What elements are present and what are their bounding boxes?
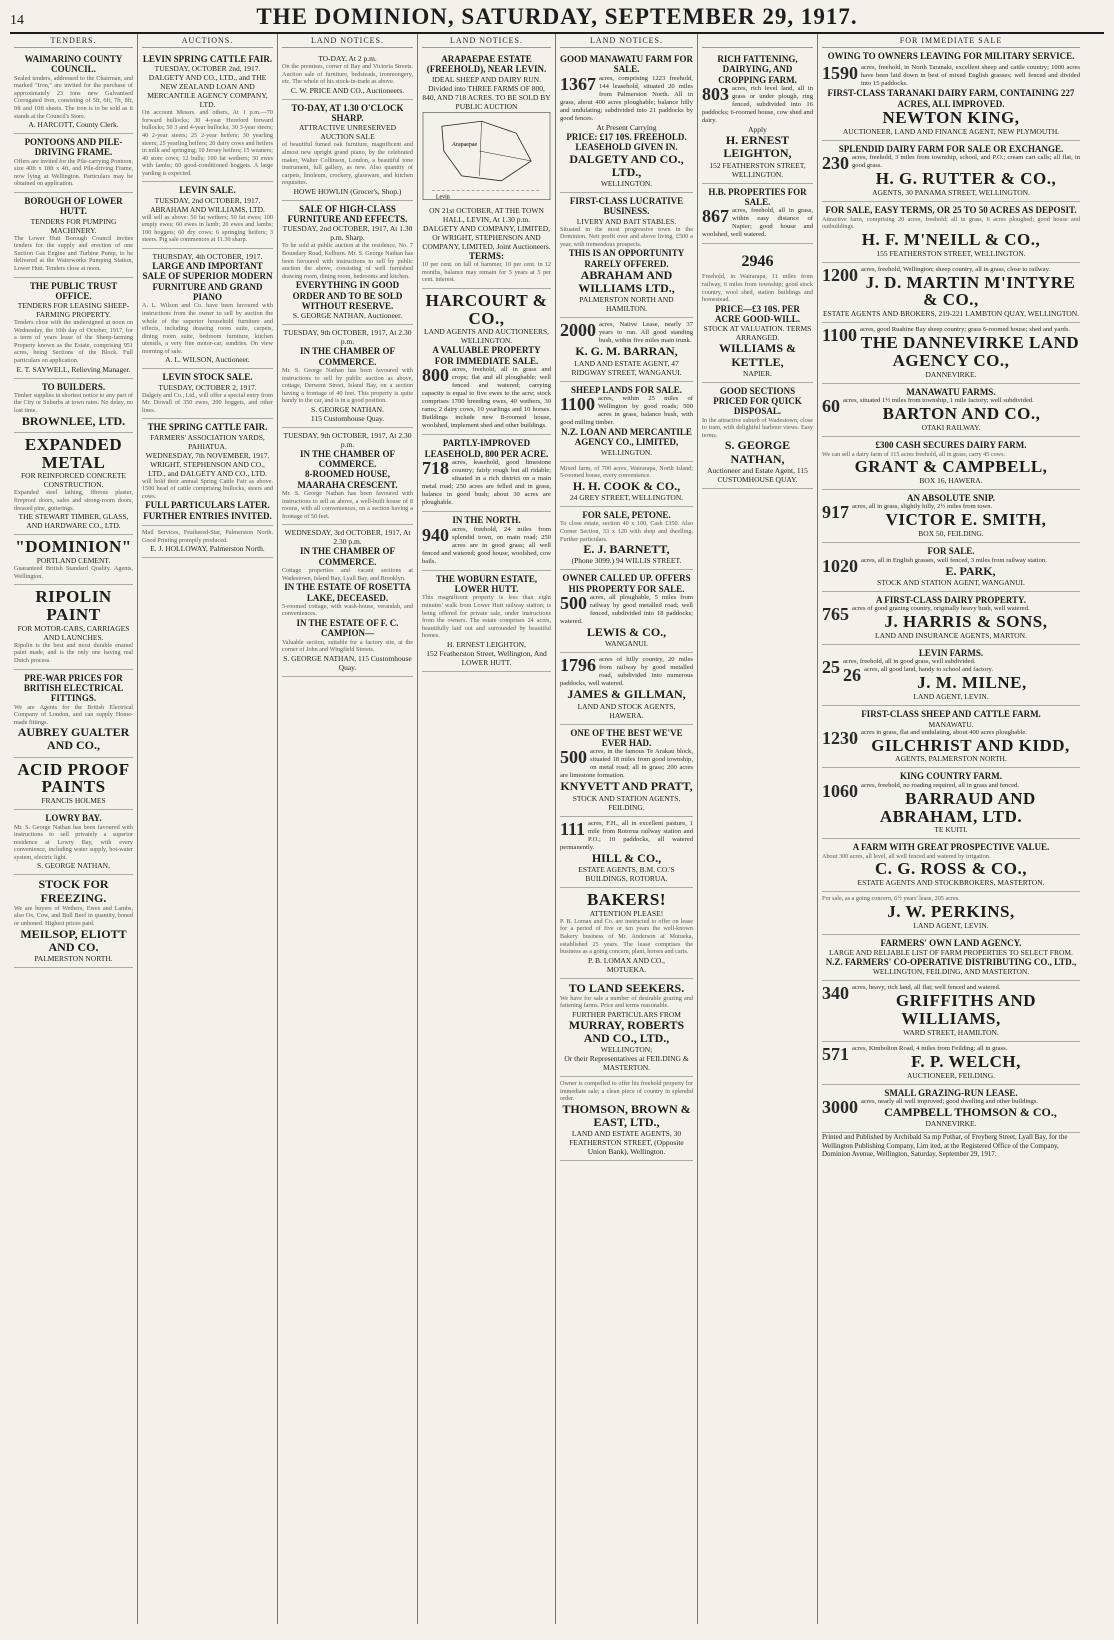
ad-partly-improved: PARTLY-IMPROVED LEASEHOLD, 800 PER ACRE. 718 acres, leasehold, good limestone country; fairly rough but all ridable; situated in a rich district on a main metal road; 250 acres are felled and in grass, balance in good bush; about 30 acres are ploughable. [422,435,551,512]
ad-stock-freezing: STOCK FOR FREEZING. We are buyers of Wethers, Ewes and Lambs, also Ox, Cow, and Bull Beef in quantity, boned or unboned. Highest prices paid. MEILSOP, ELIOTT AND CO. PALMERSTON NORTH. [14,875,133,967]
ad-cook: Mixed farm, of 700 acres, Wairarapa, North Island; 5-roomed house, every convenience. H. H. COOK & CO., 24 GREY STREET, WELLINGTON. [560,462,693,507]
column-heading: LAND NOTICES. [422,36,551,48]
column-heading: TENDERS. [14,36,133,48]
ad-rutter: SPLENDID DAIRY FARM FOR SALE OR EXCHANGE. 230 acres, freehold, 3 miles from township, school, and P.O.; cream cart calls; all flat, in good grass. H. G. RUTTER & CO., AGENTS, 30 PANAMA STREET, WELLINGTON. [822,141,1080,202]
ad-good-sections: GOOD SECTIONS PRICED FOR QUICK DISPOSAL. In the attractive suburb of Wadestown, close to tram, with delightful harbour views. Easy terms. S. GEORGE NATHAN, Auctioneer and Estate Agent, 115 CUSTOMHOUSE QUAY. [702,383,813,489]
column-immediate-sale: FOR IMMEDIATE SALE OWING TO OWNERS LEAVING FOR MILITARY SERVICE. 1590 acres, freehold, in North Taranaki, excellent sheep and cattle country; 1000 acres have been laid down in best of mixed English grasses; well fenced and divided into 15 paddocks. FIRST-CLASS TARANAKI DAIRY FARM, CONTAINING 227 ACRES, ALL IMPROVED. NEWTON KING, AUCTIONEER, LAND AND FINANCE AGENT, NEW PLYMOUTH. SPLENDID DAIRY FARM FOR SALE OR EXCHANGE. 230 acres, freehold, 3 miles from township, school, and P.O.; cream cart calls; all flat, in good grass. H. G. RUTTER & CO., AGENTS, 30 PANAMA STREET, WELLINGTON. FOR SALE, EASY TERMS, OR 25 TO 50 ACRES AS DEPOSIT. Attractive farm, comprising 20 acres, freehold; all in grass, 6 acres ploughed; good house and outbuildings. H. F. M'NEILL & CO., 155 FEATHERSTON STREET, WELLINGTON. 1200 acres, freehold, Wellington; sheep country, all in grass, close to railway. J. D. MARTIN M'INTYRE & CO., ESTATE AGENTS AND BROKERS, 219-221 LAMBTON QUAY, WELLINGTON. 1100 acres, good Ruahine Bay sheep country; grass 6-roomed house; shed and yards. THE DANNEVIRKE LAND AGENCY CO., DANNEVIRKE. MANAWATU FARMS. 60 acres, situated 1½ miles from township, 1 mile factory; well subdivided. BARTON AND CO., OTAKI RAILWAY. £300 CASH SECURES DAIRY FARM. We can sell a dairy farm of 115 acres freehold, all in grass, carry 45 cows. GRANT & CAMPBELL, BOX 16, HAWERA. AN ABSOLUTE SNIP. 917 acres, all in grass, slightly hilly, 2½ miles from town. VICTOR E. SMITH, BOX 50, FEILDING. FOR SALE. 1020 acres, all in English grasses, well fenced, 3 miles from railway station. E. PARK, STOCK AND STATION AGENT, WANGANUI. A FIRST-CLASS DAIRY PROPERTY. 765 acres of good grazing country, originally heavy bush, well watered. J. HARRIS & SONS, LAND AND INSURANCE AGENTS, MARTON. LEVIN FARMS. 25 acres, freehold, all in good grass, well subdivided. 26 acres, all good land, handy to school and factory. J. M. MILNE, LAND AGENT, LEVIN. FIRST-CLASS SHEEP AND CATTLE FARM. MANAWATU. 1230 acres in grass, flat and undulating, about 400 acres ploughable. GILCHRIST AND KIDD, AGENTS, PALMERSTON NORTH. KING COUNTRY FARM. 1060 acres, freehold, no roading required, all in grass and fenced. BARRAUD AND ABRAHAM, LTD. TE KUITI. A FARM WITH GREAT PROSPECTIVE VALUE. About 300 acres, all level, all well fenced and watered by irrigation. C. G. ROSS & CO., ESTATE AGENTS AND STOCKBROKERS, MASTERTON. For sale, as a going concern, 6½ years' lease, 205 acres. J. W. PERKINS, LAND AGENT, LEVIN. FARMERS' OWN LAND AGENCY. LARGE AND RELIABLE LIST OF FARM PROPERTIES TO SELECT FROM. N.Z. FARMERS' CO-OPERATIVE DISTRIBUTING CO., LTD., WELLINGTON, FEILDING, AND MASTERTON. 340 acres, heavy, rich land, all flat; well fenced and watered. GRIFFITHS AND WILLIAMS, WARD STREET, HAMILTON. 571 acres, Kimbolton Road, 4 miles from Feilding; all in grass. F. P. WELCH, AUCTIONEER, FEILDING. SMALL GRAZING-RUN LEASE. 3000 acres, nearly all well improved; good dwelling and other buildings. CAMPBELL THOMSON & CO., DANNEVIRKE. Printed and Published by Archibald Sa mp Pothar, of Freyberg Street, Lyall Bay, for the Wellington Publishing Company, Lim ited, at the Registered Office of the Company, Dominion Avenue, Wellington, Saturday, September 29, 1917. [822,36,1080,1159]
ad-grant-campbell: £300 CASH SECURES DAIRY FARM. We can sell a dairy farm of 115 acres freehold, all in grass, carry 45 cows. GRANT & CAMPBELL, BOX 16, HAWERA. [822,437,1080,490]
map-label: Levin [435,194,450,201]
ad-james-gillman: 1796 acres of hilly country, 20 miles from railway by good metalled road, subdivided into numerous paddocks, well watered. JAMES & GILLMAN, LAND AND STOCK AGENTS, HAWERA. [560,653,693,724]
ad-expanded-metal: EXPANDED METAL FOR REINFORCED CONCRETE CONSTRUCTION. Expanded steel lathing, fibrous plaster, fireproof doors, safes and strong-room doors, dressed pine, gutterings. THE STEWART TIMBER, GLASS, AND HARDWARE CO., LTD. [14,433,133,535]
column-land-notices-1 [278,34,418,1624]
ad-milne: LEVIN FARMS. 25 acres, freehold, all in good grass, well subdivided. 26 acres, all good land, handy to school and factory. J. M. MILNE, LAND AGENT, LEVIN. [822,645,1080,706]
ad-chamber-commerce-1: TUESDAY, 9th OCTOBER, 1917, At 2.30 p.m. IN THE CHAMBER OF COMMERCE. Mr. S. George Nathan has been favoured with instructions to sell by public auction as above, cottage, Derwent Street, Island Bay, on a section having a frontage of 40 feet. This property is quite handy to the car, and is in a good position. S. GEORGE NATHAN. 115 Customhouse Quay. [282,325,413,428]
newspaper-title: THE DOMINION, SATURDAY, SEPTEMBER 29, 1917. [256,4,858,29]
ad-chamber-commerce-2: TUESDAY, 9th OCTOBER, 1917, At 2.30 p.m. IN THE CHAMBER OF COMMERCE. 8-ROOMED HOUSE, MAARAHA CRESCENT. Mr. S. George Nathan has been favoured with instructions to sell as above, a well-built house of 8 rooms, with all conveniences, on a section having a frontage of 50 feet. [282,428,413,526]
ad-spring-cattle-fair: THE SPRING CATTLE FAIR. FARMERS' ASSOCIATION YARDS, PAHIATUA. WEDNESDAY, 7th NOVEMBER, 1917. WRIGHT, STEPHENSON AND CO., LTD., and DALGETY AND CO., LTD. will hold their annual Spring Cattle Fair as above. 1500 head of cattle comprising bullocks, steers and cows. FULL PARTICULARS LATER. FURTHER ENTRIES INVITED. [142,419,273,526]
ad-holloway: Mail Services, Feathered-Star, Palmerston North. Good Printing promptly produced. E. J. HOLLOWAY, Palmerston North. [142,526,273,558]
column-tenders [10,34,138,1624]
column-heading: AUCTIONS. [142,36,273,48]
page-number: 14 [10,13,24,28]
ad-manawatu-farm: GOOD MANAWATU FARM FOR SALE. 1367 acres, comprising 1223 freehold, 144 leasehold, situated 20 miles from Palmerston North. All in grass, about 400 acres ploughable; balance hilly and undulating; subdivided into 21 paddocks by good fences. At Present Carrying PRICE: £17 10S. FREEHOLD. LEASEHOLD GIVEN IN. DALGETY AND CO., LTD., WELLINGTON. [560,51,693,193]
ad-barran: 2000 acres, Native Lease, nearly 37 years to run. All good standing bush, within five miles main trunk. K. G. M. BARRAN, LAND AND ESTATE AGENT, 47 RIDGWAY STREET, WANGANUI. [560,318,693,381]
ad-waimarino: WAIMARINO COUNTY COUNCIL. Sealed tenders, addressed to the Chairman, and marked "Iron," are invited for the purchase of approximately 23 tons new Galvanised Corrugated Iron, consisting of 5ft, 6ft, 7ft, 8ft, 9ft and 10ft sheets. The iron is to be sold as it stands at the Council's Store. A. HARCOTT, County Clerk. [14,51,133,134]
ad-newton-king: 1590 acres, freehold, in North Taranaki, excellent sheep and cattle country; 1000 acres have been laid down in best of mixed English grasses; well fenced and divided into 15 paddocks. FIRST-CLASS TARANAKI DAIRY FARM, CONTAINING 227 ACRES, ALL IMPROVED. NEWTON KING, AUCTIONEER, LAND AND FINANCE AGENT, NEW PLYMOUTH. [822,61,1080,141]
ad-gilchrist-kidd: FIRST-CLASS SHEEP AND CATTLE FARM. MANAWATU. 1230 acres in grass, flat and undulating, about 400 acres ploughable. GILCHRIST AND KIDD, AGENTS, PALMERSTON NORTH. [822,706,1080,768]
ad-dannevirke-land: 1100 acres, good Ruahine Bay sheep country; grass 6-roomed house; shed and yards. THE DANNEVIRKE LAND AGENCY CO., DANNEVIRKE. [822,323,1080,384]
ad-livery-stables: FIRST-CLASS LUCRATIVE BUSINESS. LIVERY AND BAIT STABLES. Situated in the most progressive town in the Dominion. Nett profit over and above living, £500 a year, with tremendous prospects. THIS IS AN OPPORTUNITY RARELY OFFERED. ABRAHAM AND WILLIAMS LTD., PALMERSTON NORTH AND HAMILTON. [560,193,693,318]
column-heading: FOR IMMEDIATE SALE [822,36,1080,48]
ad-dominion-cement: "DOMINION" PORTLAND CEMENT. Guaranteed British Standard Quality. Agents, Wellington. [14,535,133,585]
ad-griffiths: 340 acres, heavy, rich land, all flat; well fenced and watered. GRIFFITHS AND WILLIAMS, WARD STREET, HAMILTON. [822,981,1080,1042]
ad-builders: TO BUILDERS. Timber supplies in shortest notice to any part of the City or Suburbs at town rates. No delay, no lost time. BROWNLEE, LTD. [14,379,133,433]
map-label: Arapaepae [451,141,478,148]
ad-in-the-north: IN THE NORTH. 940 acres, freehold, 24 miles from splendid town, on main road; 250 acres are in good grass; all well fenced and watered; good house, woolshed, cow bails. [422,512,551,571]
ad-williams-kettle: 2946 Freehold, in Wairarapa, 11 miles from railway, 6 miles from township; good stock country, wool shed, station buildings and homestead. PRICE—£3 10S. PER ACRE GOOD-WILL. STOCK AT VALUATION. TERMS ARRANGED. WILLIAMS & KETTLE, NAPIER. [702,244,813,382]
ad-lower-hutt: BOROUGH OF LOWER HUTT. TENDERS FOR PUMPING MACHINERY. The Lower Hutt Borough Council invites tenders for the supply and erection of one Suction Gas Engine and Turbine Pump, to be delivered at the Waterworks Pumping Station, Lower Hutt. Tenders close at noon. [14,193,133,278]
ad-barton: MANAWATU FARMS. 60 acres, situated 1½ miles from township, 1 mile factory; well subdivided. BARTON AND CO., OTAKI RAILWAY. [822,384,1080,437]
estate-map [422,111,551,201]
ad-chamber-commerce-3: WEDNESDAY, 3rd OCTOBER, 1917, At 2.30 p.m. IN THE CHAMBER OF COMMERCE. Cottage properties and vacant sections at Wadestown, Island Bay, Lyall Bay, and Brooklyn. IN THE ESTATE OF ROSETTA LAKE, DECEASED. 5-roomed cottage, with wash-house, verandah, and conveniences. IN THE ESTATE OF F. C. CAMPION— Valuable section, suitable for a factory site, at the corner of John and Wingfield Streets. S. GEORGE NATHAN, 115 Customhouse Quay. [282,525,413,676]
ad-levin-cattle-fair: LEVIN SPRING CATTLE FAIR. TUESDAY, OCTOBER 2nd, 1917. DALGETY AND CO., LTD., and THE NEW ZEALAND LOAN AND MERCANTILE AGENCY COMPANY, LTD. On account Messrs. and others, At 1 p.m.—70 forward bullocks; 30 4-year Hereford forward bullocks; 50 3 and 4-year bullocks; 30 3-year steers; 40 2-year steers; 25 2-year heifers; 30 yearling steers; 25 yearling heifers; 20 dairy cows and heifers in milk and springing; 10 Jersey heifers; 15 weaners; 40 store cows; 12 bulls; 100 fat wethers; 30 ewes with lambs; 60 good-conditioned hoggets. A large yarding is expected. [142,51,273,182]
ad-mneill: FOR SALE, EASY TERMS, OR 25 TO 50 ACRES AS DEPOSIT. Attractive farm, comprising 20 acres, freehold; all in grass, 6 acres ploughed; good house and outbuildings. H. F. M'NEILL & CO., 155 FEATHERSTON STREET, WELLINGTON. [822,202,1080,262]
ad-electrical: PRE-WAR PRICES FOR BRITISH ELECTRICAL FITTINGS. We are Agents for the British Electrical Company of London, and can supply Home-made fittings. AUBREY GUALTER AND CO., [14,670,133,758]
ad-welch: 571 acres, Kimbolton Road, 4 miles from Feilding; all in grass. F. P. WELCH, AUCTIONEER, FEILDING. [822,1042,1080,1085]
ad-lewis: OWNER CALLED UP. OFFERS HIS PROPERTY FOR SALE. 500 acres, all ploughable, 5 miles from railway by good metalled road; well fenced, subdivided into 18 paddocks; watered. LEWIS & CO., WANGANUI. [560,570,693,653]
column-land-notices-3 [556,34,698,1624]
ad-acid-proof: ACID PROOF PAINTS FRANCIS HOLMES [14,758,133,811]
imprint: Printed and Published by Archibald Sa mp Pothar, of Freyberg Street, Lyall Bay, for the Wellington Publishing Company, Lim ited, at the Registered Office of the Company, Dominion Avenue, Wellington, Saturday, September 29, 1917. [822,1133,1068,1159]
ad-land-seekers: TO LAND SEEKERS. We have for sale a number of desirable grazing and fattening farms. Price and terms reasonable. FURTHER PARTICULARS FROM MURRAY, ROBERTS AND CO., LTD., WELLINGTON; Or their Representatives at FEILDING & MASTERTON. [560,979,693,1078]
ad-pontoons: PONTOONS AND PILE-DRIVING FRAME. Offers are invited for the Pile-carrying Pontoon, size 40ft x 18ft x 4ft, and Pile-driving Frame, now lying at Wellington. Particulars may be obtained on application. [14,134,133,193]
ad-high-class-furniture: SALE OF HIGH-CLASS FURNITURE AND EFFECTS. TUESDAY, 2nd OCTOBER, 1917, At 1.30 p.m. Sharp. To be sold at public auction at the residence, No. 7 Boundary Road, Kelburn. Mr. S. George Nathan has been favoured with instructions to sell by public auction the above, consisting of well furnished drawing room, dining room, bedrooms and kitchen. EVERYTHING IN GOOD ORDER AND TO BE SOLD WITHOUT RESERVE. S. GEORGE NATHAN, Auctioneer. [282,201,413,326]
ad-price-auction: TO-DAY, At 2 p.m. On the premises, corner of Bay and Victoria Streets. Auction sale of furniture, bedsteads, ironmongery, etc. The whole of his stock-in-trade as above. C. W. PRICE AND CO., Auctioneers. [282,51,413,100]
ad-victor-smith: AN ABSOLUTE SNIP. 917 acres, all in grass, slightly hilly, 2½ miles from town. VICTOR E. SMITH, BOX 50, FEILDING. [822,490,1080,543]
ad-martin-mintyre: 1200 acres, freehold, Wellington; sheep country, all in grass, close to railway. J. D. MARTIN M'INTYRE & CO., ESTATE AGENTS AND BROKERS, 219-221 LAMBTON QUAY, WELLINGTON. [822,263,1080,324]
ad-hill: 111 acres, F.H., all in excellent pasture, 1 mile from Rotorua railway station and P.O.; 10 paddocks, all watered permanently. HILL & CO., ESTATE AGENTS, B.M. CO.'S BUILDINGS, ROTORUA. [560,817,693,888]
ad-harcourt: HARCOURT & CO., LAND AGENTS AND AUCTIONEERS, WELLINGTON. A VALUABLE PROPERTY FOR IMMEDIATE SALE. 800 acres, freehold, all in grass and crops; flat and all ploughable; well fenced and watered; carrying capacity is equal to five ewes to the acre; stock comprises 1700 breeding ewes, 40 wethers, 30 rams; 2 dairy cows, 10 yearlings and 10 horses. Buildings include new 8-roomed house, woolshed, implement shed and other buildings. [422,289,551,436]
ad-harris: A FIRST-CLASS DAIRY PROPERTY. 765 acres of good grazing country, originally heavy bush, well watered. J. HARRIS & SONS, LAND AND INSURANCE AGENTS, MARTON. [822,592,1080,645]
ad-lowry-bay: LOWRY BAY. Mr. S. George Nathan has been favoured with instructions to sell privately a superior residence at Lowry Bay, with every convenience, including water supply, hot-water system, electric light. S. GEORGE NATHAN, [14,810,133,875]
masthead [10,4,1104,34]
ad-farmers-own: FARMERS' OWN LAND AGENCY. LARGE AND RELIABLE LIST OF FARM PROPERTIES TO SELECT FROM. N.Z. FARMERS' CO-OPERATIVE DISTRIBUTING CO., LTD., WELLINGTON, FEILDING, AND MASTERTON. [822,935,1080,982]
ad-arapaepae: ARAPAEPAE ESTATE (FREEHOLD), NEAR LEVIN. IDEAL SHEEP AND DAIRY RUN. Divided into THREE FARMS OF 800, 840, AND 718 ACRES. TO BE SOLD BY PUBLIC AUCTION Arapaepae Levin ON 21st OCTOBER, AT THE TOWN HALL, LEVIN, At 1.30 p.m. DALGETY AND COMPANY, LIMITED, Or WRIGHT, STEPHENSON AND COMPANY, LIMITED, Joint Auctioneers. TERMS: 10 per cent. on fall of hammer, 10 per cent. in 12 months, balance may remain for 5 years at 5 per cent. interest. [422,51,551,289]
ad-levin-sale: LEVIN SALE. TUESDAY, 2nd OCTOBER, 1917. ABRAHAM AND WILLIAMS, LTD. will sell as above: 50 fat wethers; 50 fat ewes; 100 empty ewes; 60 ewes in lamb; 20 ewes and lambs; 100 hoggets; 60 dry cows; 6 springing heifers; 3 steers. Pig sale commences at 11.30 sharp. [142,182,273,249]
ad-hb-properties: H.B. PROPERTIES FOR SALE. 867 acres, freehold, all in grass, within easy distance of Napier; good house and woolshed, well watered. [702,184,813,245]
ad-campbell-thomson: SMALL GRAZING-RUN LEASE. 3000 acres, nearly all well improved; good dwelling and other buildings. CAMPBELL THOMSON & CO., DANNEVIRKE. [822,1085,1080,1134]
ad-furniture-sale: THURSDAY, 4th OCTOBER, 1917. LARGE AND IMPORTANT SALE OF SUPERIOR MODERN FURNITURE AND GRAND PIANO A. L. Wilson and Co. have been favoured with instructions from the owner to sell by auction the whole of the superior household furniture and effects, including drawing room suite, carpets, dining room suite, bedroom furniture, kitchen utensils, a very fine motor-car, sundries. On view morning of sale. A. L. WILSON, Auctioneer. [142,249,273,369]
column-land-notices-4 [698,34,818,1624]
ad-ross: A FARM WITH GREAT PROSPECTIVE VALUE. About 300 acres, all level, all well fenced and watered by irrigation. C. G. ROSS & CO., ESTATE AGENTS AND STOCKBROKERS, MASTERTON. [822,839,1080,892]
ad-barraud-abraham: KING COUNTRY FARM. 1060 acres, freehold, no roading required, all in grass and fenced. BARRAUD AND ABRAHAM, LTD. TE KUITI. [822,768,1080,839]
ad-bakers: BAKERS! ATTENTION PLEASE! P. B. Lomax and Co. are instructed to offer on lease for a period of five or ten years the well-known Bakery business of Mr. Anderson at Motueka, established 25 years. The lease comprises the business as a going concern, plant, horses and carts. P. B. LOMAX AND CO., MOTUEKA. [560,888,693,979]
ad-thomson-brown-east: Owner is compelled to offer his freehold property for immediate sale; a clean piece of country in splendid order. THOMSON, BROWN & EAST, LTD., LAND AND ESTATE AGENTS, 30 FEATHERSTON STREET, (Opposite Union Bank), Wellington. [560,1077,693,1161]
column-auctions [138,34,278,1624]
ad-knyvett-pratt: ONE OF THE BEST WE'VE EVER HAD. 500 acres, in the famous Te Arakau block, situated 18 miles from good township, on metal road; all in grass; 200 acres are limestone formation. KNYVETT AND PRATT, STOCK AND STATION AGENTS, FEILDING. [560,725,693,817]
ad-perkins: For sale, as a going concern, 6½ years' lease, 205 acres. J. W. PERKINS, LAND AGENT, LEVIN. [822,892,1080,934]
ad-rich-fattening: RICH FATTENING, DAIRYING, AND CROPPING FARM. 803 acres, rich level land, all in grass or under plough, ring fenced, subdivided into 16 paddocks; 6-roomed house, cow shed and dairy. Apply H. ERNEST LEIGHTON, 152 FEATHERSTON STREET, WELLINGTON. [702,51,813,184]
column-land-notices-2 [418,34,556,1624]
ad-public-trust: THE PUBLIC TRUST OFFICE. TENDERS FOR LEASING SHEEP-FARMING PROPERTY. Tenders close with the undersigned at noon on Wednesday, the 10th day of October, 1917, for a term of years lease of the Sheep-farming Property known as the Estate, comprising 951 acres, being Sections of the Block. Full particulars on application. E. T. SAYWELL, Relieving Manager. [14,278,133,379]
ad-petone: FOR SALE, PETONE. To close estate, section 40 x 100, Cash £350. Also Corner Section, 33 x 120 with shop and dwelling. Further particulars. E. J. BARNETT, (Phone 3099.) 94 WILLIS STREET. [560,507,693,570]
ad-levin-stock-sale: LEVIN STOCK SALE. TUESDAY, OCTOBER 2, 1917. Dalgety and Co., Ltd., will offer a special entry from Mr. Dowall of 350 ewes, 200 hoggets, and other lines. [142,369,273,419]
column-heading: LAND NOTICES. [282,36,413,48]
ad-unreserved-sale: TO-DAY, AT 1.30 O'CLOCK SHARP. ATTRACTIVE UNRESERVED AUCTION SALE of beautiful fumed oak furniture, magnificent and almost new upright grand piano, by the celebrated maker, Walter Collinson, London, a beautiful tone instrument, full gallery, as new. Also quantity of carpets, linoleum, crockery, glassware, and kitchen requisites. HOWE HOWLIN (Grocer's, Shop.) [282,100,413,201]
ad-park: FOR SALE. 1020 acres, all in English grasses, well fenced, 3 miles from railway station. E. PARK, STOCK AND STATION AGENT, WANGANUI. [822,543,1080,592]
ad-woburn-estate: THE WOBURN ESTATE, LOWER HUTT. This magnificent property is less than eight minutes' walk from Lower Hutt railway station; is being offered for private sale, under instructions from the owners. The estate comprises 24 acres, beautifully laid out and surrounded by beautiful homes. H. ERNEST LEIGHTON, 152 Featherston Street, Wellington, And LOWER HUTT. [422,571,551,672]
column-heading: LAND NOTICES. [560,36,693,48]
ad-sheep-lands: SHEEP LANDS FOR SALE. 1100 acres, within 25 miles of Wellington by good roads; 500 acres in grass, balance bush, with good milling timber. N.Z. LOAN AND MERCANTILE AGENCY CO., LIMITED, WELLINGTON. [560,382,693,462]
ad-ripolin: RIPOLIN PAINT FOR MOTOR-CARS, CARRIAGES AND LAUNCHES. Ripolin is the best and most durable enamel paint made, and is the only one having real Dutch process. [14,585,133,669]
